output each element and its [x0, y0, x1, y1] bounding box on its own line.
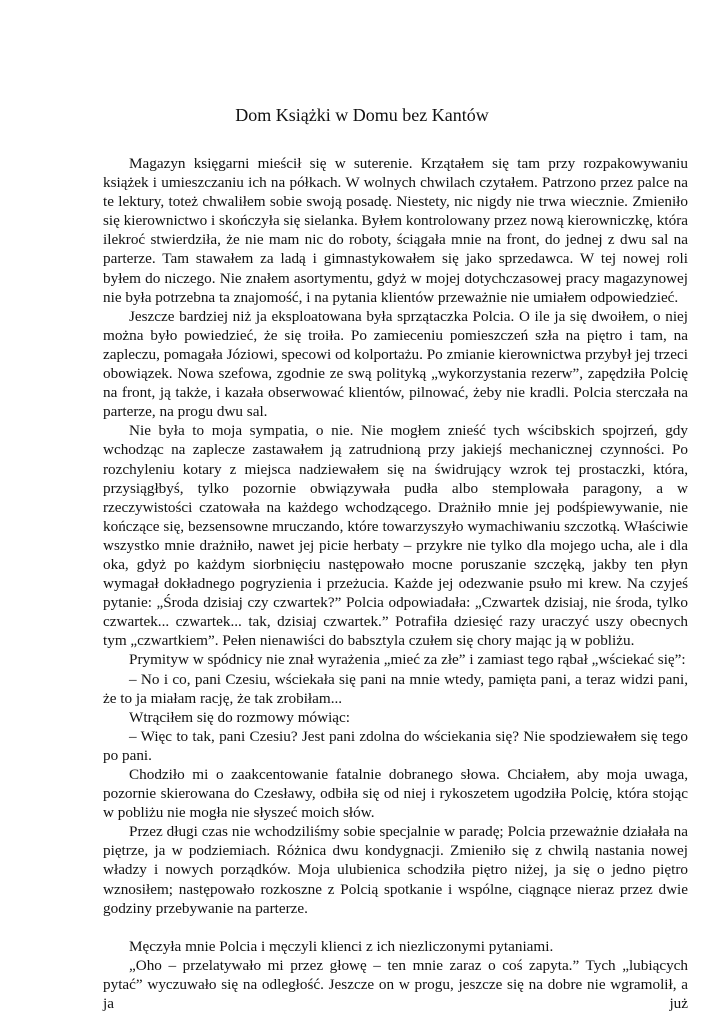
paragraph: Przez długi czas nie wchodziliśmy sobie specjalnie w paradę; Polcia przeważnie działała na piętrze, ja w podziemiach. Różnica dwu kondygnacji. Zmieniło się z chwilą nastania nowej władzy i nowych porządków. Moja ulubienica schodziła piętro niżej, ja się o jedno piętro wznosiłem; następowało rozkoszne z Polcią spotkanie i wspólne, ciągnące nieraz przez dwie godziny przebywanie na parterze.	[103, 823, 688, 917]
paragraph: Nie była to moja sympatia, o nie. Nie mogłem znieść tych wścibskich spojrzeń, gdy wchodząc na zaplecze zastawałem ją zatrudnioną przy jakiejś mechanicznej czynności. Po rozchyleniu kotary z miejsca nadziewałem się na świdrujący wzrok tej prostaczki, która, przysiągłbyś, tylko pozornie obwiązywała pudła albo stemplowała paragony, a w rzeczywistości czatowała na każdego wchodzącego. Drażniło mnie jej podśpiewywanie, nie kończące się, bezsensowne mruczando, które towarzyszyło wymachiwaniu szczotką. Właściwie wszystko mnie drażniło, nawet jej picie herbaty – przykre nie tylko dla mojego ucha, ale i dla oka, gdyż po każdym siorbnięciu następowało mocne poruszanie szczęką, jakby ten płyn wymagał dokładnego pogryzienia i przeżucia. Każde jej odezwanie psuło mi krew. Na czyjeś pytanie: „Środa dzisiaj czy czwartek?” Polcia odpowiadała: „Czwartek dzisiaj, nie środa, tylko czwartek... czwartek... tak, dzisiaj czwartek.” Potrafiła dziesięć razy uraczyć uszy obecnych tym „czwartkiem”. Pełen nienawiści do babsztyla czułem się chory mając ją w pobliżu.	[103, 422, 688, 650]
paragraph: Magazyn księgarni mieścił się w suterenie. Krzątałem się tam przy rozpakowywaniu książek i umieszczaniu ich na półkach. W wolnych chwilach czytałem. Patrzono przez palce na te lektury, toteż chwaliłem sobie swoją posadę. Niestety, nic nigdy nie trwa wiecznie. Zmieniło się kierownictwo i skończyła się sielanka. Byłem kontrolowany przez nową kierowniczkę, która ilekroć stwierdziła, że nie mam nic do roboty, ściągała mnie na front, do jednej z dwu sal na parterze. Tam stawałem za ladą i gimnastykowałem się jako sprzedawca. W tej nowej roli byłem do niczego. Nie znałem asortymentu, gdyż w mojej dotychczasowej pracy magazynowej nie była potrzebna ta znajomość, i na pytania klientów przeważnie nie umiałem odpowiedzieć.	[103, 155, 688, 306]
paragraph: Męczyła mnie Polcia i męczyli klienci z ich niezliczonymi pytaniami.	[129, 937, 554, 955]
paragraph: „Oho – przelatywało mi przez głowę – ten mnie zaraz o coś zapyta.” Tych „lubiących pytać” wyczuwało się na odległość. Jeszcze on w progu, jeszcze się na dobre nie wgramolił, a ja już	[103, 956, 688, 1013]
paragraph: – Więc to tak, pani Czesiu? Jest pani zdolna do wściekania się? Nie spodziewałem się tego po pani.	[103, 727, 688, 764]
paragraph: Prymityw w spódnicy nie znał wyrażenia „mieć za złe” i zamiast tego rąbał „wściekać się”:	[129, 651, 686, 669]
page-title: Dom Książki w Domu bez Kantów	[235, 105, 489, 125]
paragraph: Wtrąciłem się do rozmowy mówiąc:	[129, 708, 350, 726]
paragraph: Jeszcze bardziej niż ja eksploatowana była sprzątaczka Polcia. O ile ja się dwoiłem, o niej można było powiedzieć, że się troiła. Po zamieceniu pomieszczeń szła na piętro i tam, na zapleczu, pomagała Józiowi, specowi od kolportażu. Po zmianie kierownictwa przybył jej trzeci obowiązek. Nowa szefowa, zgodnie ze swą polityką „wykorzystania rezerw”, zapędziła Polcię na front, ją także, i kazała obserwować klientów, pilnować, żeby nie kradli. Polcia sterczała na parterze, na progu dwu sal.	[103, 307, 688, 421]
paragraph: – No i co, pani Czesiu, wściekała się pani na mnie wtedy, pamięta pani, a teraz widzi pani, że to ja miałam rację, że tak zrobiłam...	[103, 670, 688, 707]
document-body	[103, 154, 688, 1013]
paragraph: Chodziło mi o zaakcentowanie fatalnie dobranego słowa. Chciałem, aby moja uwaga, pozornie skierowana do Czesławy, odbiła się od niej i rykoszetem ugodziła Polcię, która stojąc w pobliżu nie mogła nie słyszeć moich słów.	[103, 766, 688, 822]
